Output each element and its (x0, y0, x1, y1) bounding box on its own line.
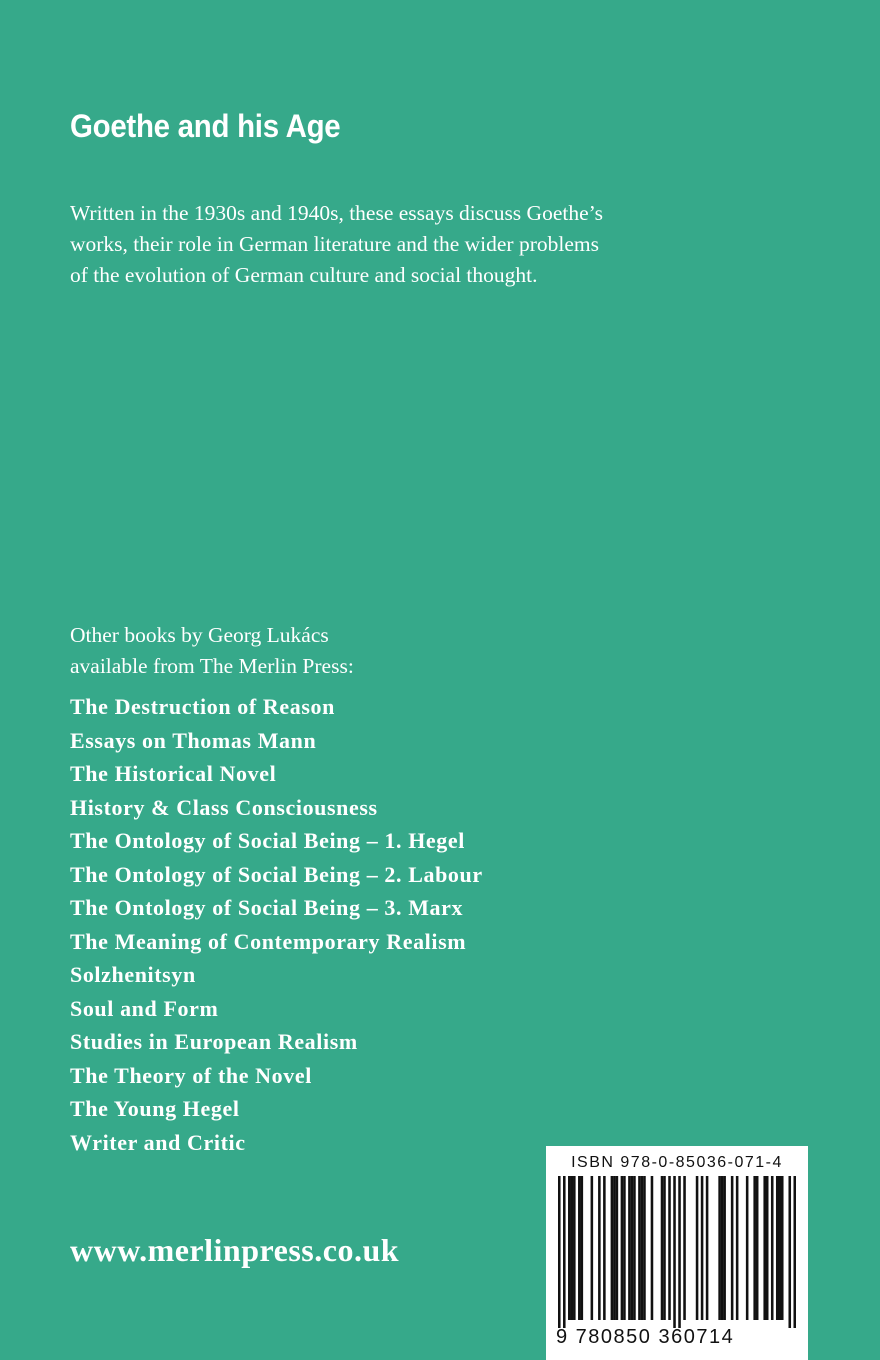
barcode-bar (788, 1176, 791, 1328)
barcode-bar (603, 1176, 606, 1320)
barcode-bar (638, 1176, 641, 1320)
barcode-bar (706, 1176, 709, 1320)
blurb-line: Written in the 1930s and 1940s, these essays discuss Goethe’s (70, 201, 603, 225)
barcode-bar (683, 1176, 686, 1320)
barcode-bar (613, 1176, 616, 1320)
publisher-website: www.merlinpress.co.uk (70, 1232, 400, 1268)
barcode-bar (598, 1176, 601, 1320)
barcode-bar (568, 1176, 571, 1320)
barcode-bar (563, 1176, 566, 1328)
book-list-item: The Young Hegel (70, 1096, 240, 1121)
book-list-item: The Ontology of Social Being – 1. Hegel (70, 828, 465, 853)
ean-digits: 9 780850 360714 (556, 1326, 735, 1348)
book-list-item: Essays on Thomas Mann (70, 727, 317, 753)
barcode-bar (581, 1176, 584, 1320)
barcode-bar (766, 1176, 769, 1320)
barcode-bar (756, 1176, 759, 1320)
book-list-item: The Ontology of Social Being – 2. Labour (70, 861, 483, 887)
barcode-bar (746, 1176, 749, 1320)
barcode-bar (621, 1176, 624, 1320)
barcode-bar (701, 1176, 704, 1320)
barcode-bar (778, 1176, 781, 1320)
barcode-bar (651, 1176, 654, 1320)
barcode-bar (578, 1176, 581, 1320)
barcode-bar (663, 1176, 666, 1320)
book-list-item: The Destruction of Reason (70, 694, 335, 719)
book-list-item: The Meaning of Contemporary Realism (70, 928, 467, 954)
barcode-bar (616, 1176, 619, 1320)
barcode-bar (628, 1176, 631, 1320)
book-list-item: The Theory of the Novel (70, 1062, 312, 1088)
other-books-list (70, 690, 483, 1159)
isbn-barcode-panel (546, 1146, 808, 1360)
barcode-bar (571, 1176, 574, 1320)
barcode-bar (623, 1176, 626, 1320)
book-list-item: History & Class Consciousness (70, 794, 378, 820)
barcode-bar (721, 1176, 724, 1320)
blurb-line: of the evolution of German culture and social thought. (70, 263, 538, 287)
barcode-bar (633, 1176, 636, 1320)
book-list-item: The Historical Novel (70, 761, 277, 786)
other-books-intro-line: available from The Merlin Press: (70, 654, 354, 678)
barcode-bar (723, 1176, 726, 1320)
barcode-bar (668, 1176, 671, 1320)
blurb-line: works, their role in German literature and the wider problems (70, 232, 599, 256)
blurb-paragraph (70, 198, 710, 291)
barcode-bar (573, 1176, 576, 1320)
barcode-bar (793, 1176, 796, 1328)
barcode-bar (731, 1176, 734, 1320)
book-list-item: Soul and Form (70, 995, 219, 1021)
other-books-intro (70, 620, 354, 682)
book-list-item: Writer and Critic (70, 1129, 246, 1155)
barcode-bar (736, 1176, 739, 1320)
barcode-bar (643, 1176, 646, 1320)
barcode-bar (763, 1176, 766, 1320)
barcode-bar (776, 1176, 779, 1320)
book-list-item: Studies in European Realism (70, 1029, 358, 1054)
barcode-bar (673, 1176, 676, 1328)
barcode-bar (771, 1176, 774, 1320)
barcode-bar (661, 1176, 664, 1320)
other-books-intro-line: Other books by Georg Lukács (70, 623, 329, 647)
barcode-bar (631, 1176, 634, 1320)
barcode-bar (591, 1176, 594, 1320)
barcode-icon (558, 1176, 796, 1328)
barcode-bar (696, 1176, 699, 1320)
barcode-bar (718, 1176, 721, 1320)
book-list-item: Solzhenitsyn (70, 962, 196, 987)
book-title: Goethe and his Age (70, 108, 341, 144)
barcode-bar (753, 1176, 756, 1320)
barcode-bar (781, 1176, 784, 1320)
barcode-bar (558, 1176, 561, 1328)
barcode-bar (611, 1176, 614, 1320)
book-list-item: The Ontology of Social Being – 3. Marx (70, 895, 464, 920)
barcode-bar (641, 1176, 644, 1320)
isbn-label: ISBN 978-0-85036-071-4 (571, 1154, 783, 1171)
barcode-bar (678, 1176, 681, 1328)
